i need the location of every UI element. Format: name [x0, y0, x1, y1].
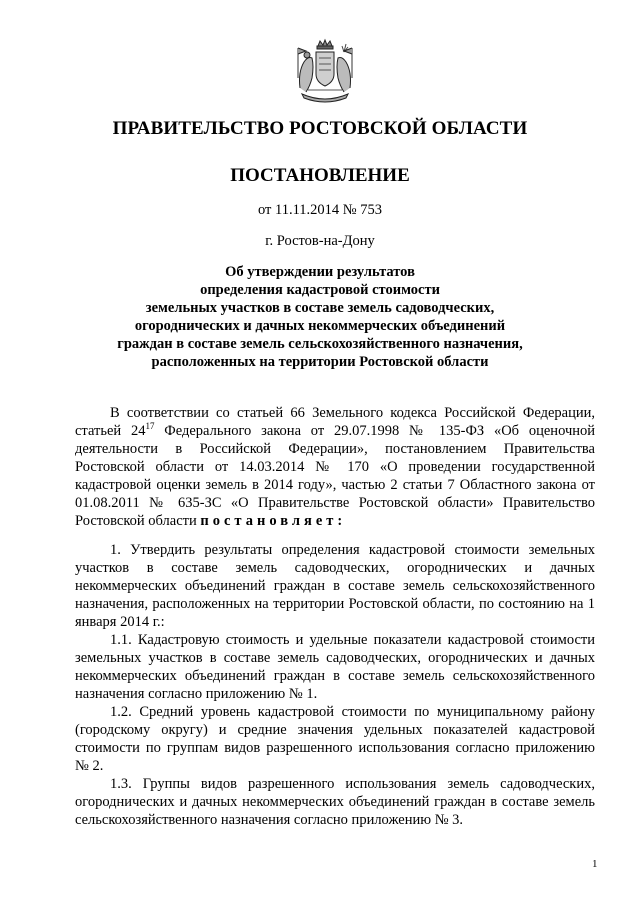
decree-item-1-3: 1.3. Группы видов разрешенного использования земель садоводческих, огороднических и дачных некоммерческих объединений граждан в составе земель сельскохозяйственного назначения согласно приложению № 3. [75, 776, 595, 828]
coat-of-arms-emblem [294, 38, 356, 104]
subject-line: земельных участков в составе земель садоводческих, [145, 300, 495, 316]
subject-line: Об утверждении результатов [225, 264, 415, 280]
decree-word: постановляет: [200, 513, 347, 529]
page-number: 1 [592, 858, 598, 870]
date-and-number: от 11.11.2014 № 753 [257, 202, 383, 218]
decree-items [75, 541, 595, 829]
city-line: г. Ростов-на-Дону [265, 233, 375, 249]
article-superscript: 17 [145, 421, 155, 431]
document-type-title: ПОСТАНОВЛЕНИЕ [230, 165, 410, 186]
decree-item-1: 1. Утвердить результаты определения кадастровой стоимости земельных участков в составе земель садоводческих, огороднических и дачных некоммерческих объединений граждан в составе земель сельскохозяйственного назначения, расположенных на территории Ростовской области, по состоянию на 1 января 2014 г.: [75, 542, 595, 630]
decree-item-1-2: 1.2. Средний уровень кадастровой стоимости по муниципальному району (городскому округу) и средние значения удельных показателей кадастровой стоимости по группам видов разрешенного использования согласно приложению № 2. [75, 704, 595, 774]
subject-line: огороднических и дачных некоммерческих объединений [134, 318, 506, 334]
rostov-coat-of-arms-icon [294, 38, 356, 104]
government-title: ПРАВИТЕЛЬСТВО РОСТОВСКОЙ ОБЛАСТИ [112, 118, 528, 139]
preamble-paragraph [75, 404, 595, 530]
decree-item-1-1: 1.1. Кадастровую стоимость и удельные показатели кадастровой стоимости земельных участков в составе земель садоводческих, огороднических и дачных некоммерческих объединений граждан в составе земель сельскохозяйственного назначения согласно приложению № 1. [75, 632, 595, 702]
subject-line: расположенных на территории Ростовской области [151, 354, 489, 370]
decree-subject [60, 263, 580, 371]
subject-line: определения кадастровой стоимости [200, 282, 440, 298]
preamble-text-2: Федерального закона от 29.07.1998 № 135-ФЗ «Об оценочной деятельности в Российской Федерации», постановлением Правительства Ростовской области от 14.03.2014 № 170 «О проведении государственной кадастровой оценки земель в 2014 году», частью 2 статьи 7 Областного закона от 01.08.2011 № 635-ЗС «О Правительстве Ростовской области» Правительство Ростовской области [75, 423, 596, 529]
preamble-text-1: В соответствии со статьей 66 Земельного кодекса Российской Федерации, статьей 24 [75, 405, 595, 439]
subject-line: граждан в составе земель сельскохозяйственного назначения, [117, 336, 523, 352]
